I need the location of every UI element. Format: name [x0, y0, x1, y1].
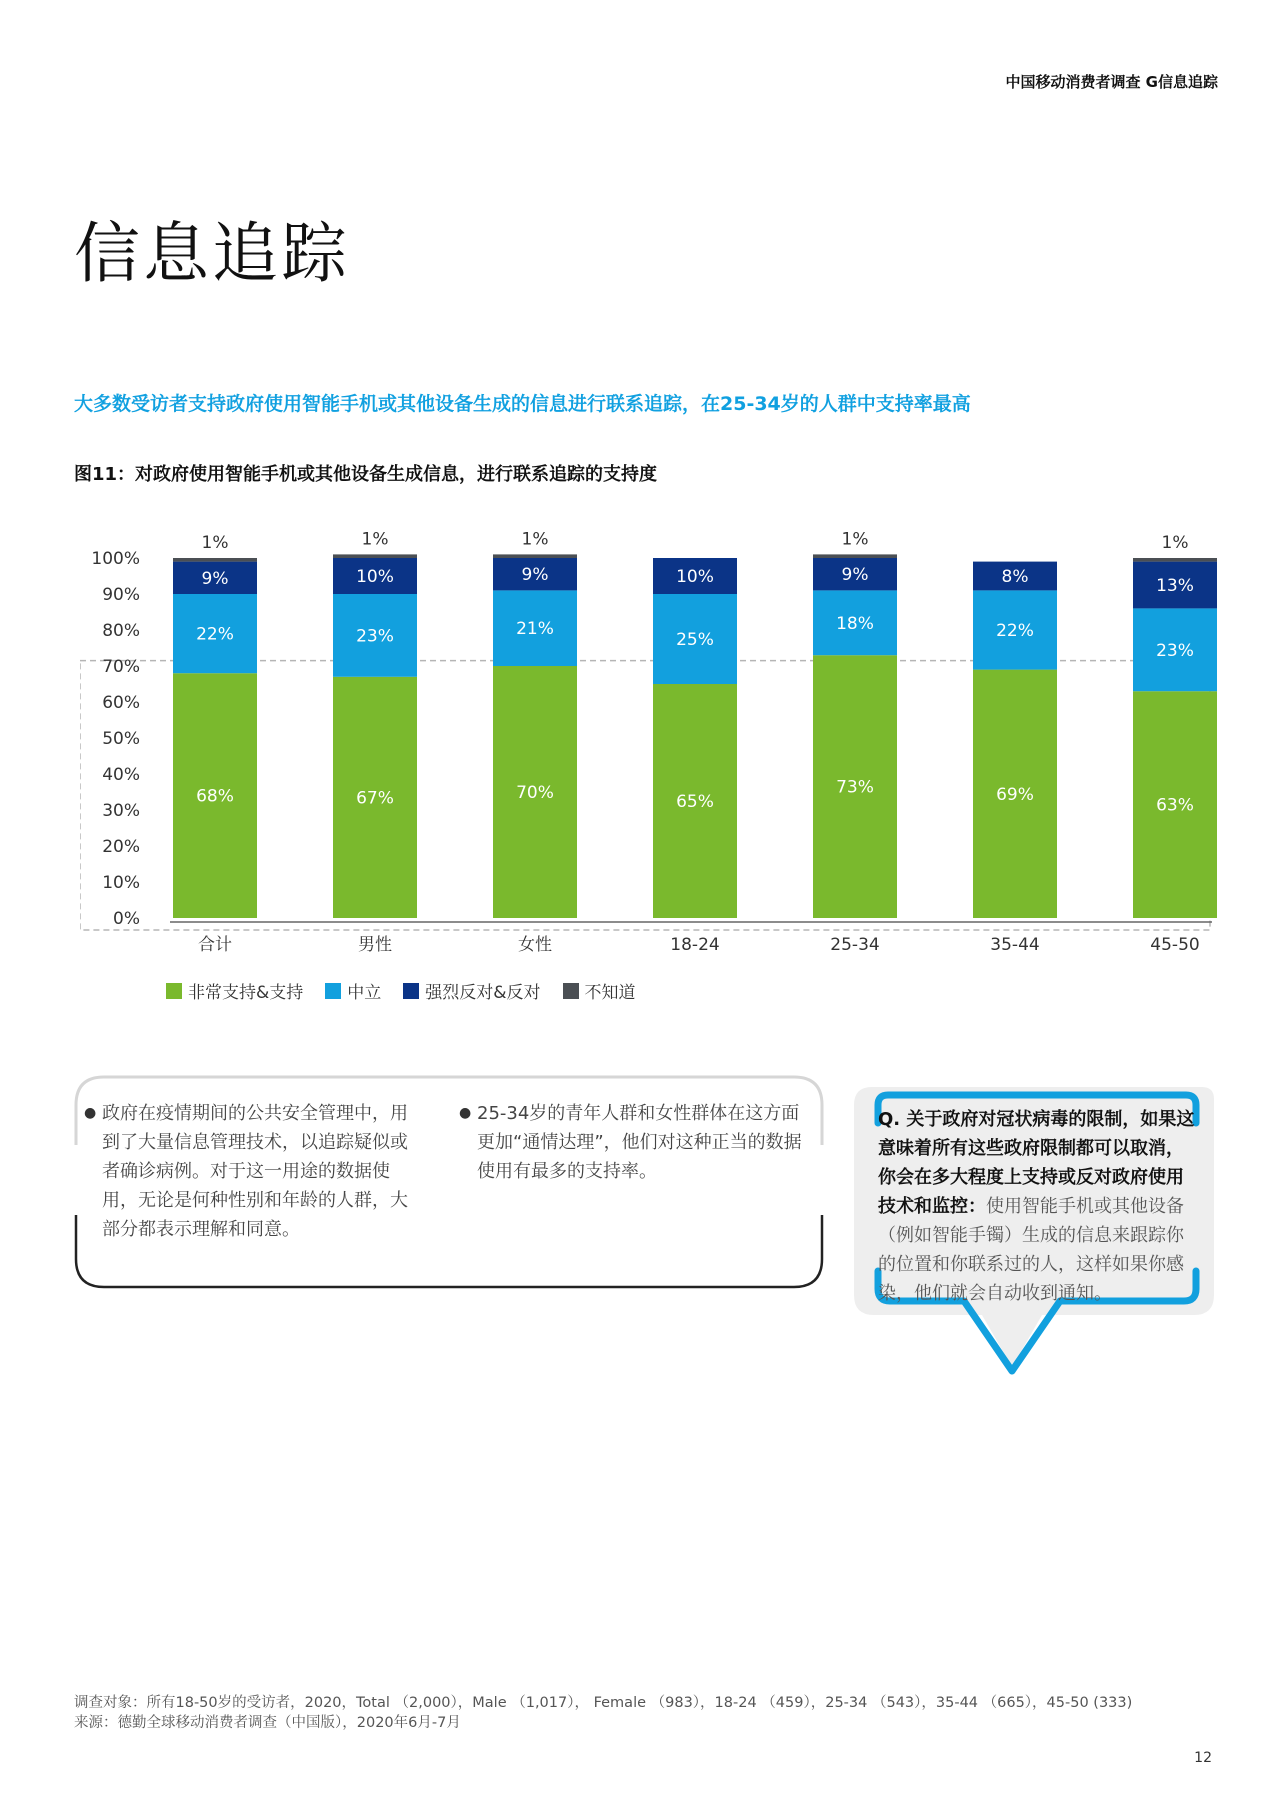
legend-label: 强烈反对&反对 — [425, 983, 541, 1003]
legend-label: 非常支持&支持 — [188, 983, 304, 1003]
x-tick-label: 男性 — [358, 935, 392, 955]
data-label: 18% — [836, 613, 874, 634]
y-tick-label: 100% — [91, 549, 140, 569]
bullet-icon: ● — [459, 1105, 472, 1121]
bar-segment — [493, 554, 577, 558]
footnote — [74, 1693, 1132, 1733]
x-tick-label: 女性 — [518, 935, 552, 955]
note-left — [84, 1099, 424, 1244]
report-header: 中国移动消费者调查 G信息追踪 — [1005, 73, 1218, 91]
survey-question-callout — [852, 1075, 1222, 1385]
legend-label: 中立 — [347, 983, 382, 1003]
y-tick-label: 0% — [113, 909, 140, 929]
note-right — [459, 1099, 804, 1186]
data-label: 73% — [836, 777, 874, 798]
data-label: 1% — [1161, 533, 1189, 553]
question-body: 使用智能手机或其他设备（例如智能手镯）生成的信息来跟踪你的位置和你联系过的人，这样如果你感染，他们就会自动收到通知。 — [878, 1196, 1184, 1304]
data-label: 8% — [1001, 567, 1029, 587]
data-label: 9% — [841, 565, 869, 586]
figure-title: 图11：对政府使用智能手机或其他设备生成信息，进行联系追踪的支持度 — [74, 464, 658, 485]
bar-segment — [333, 554, 417, 558]
stacked-bar-chart — [80, 520, 1220, 970]
y-tick-label: 60% — [102, 693, 140, 713]
legend-label: 不知道 — [584, 983, 636, 1003]
data-label: 23% — [1156, 640, 1194, 661]
x-tick-label: 合计 — [198, 935, 232, 955]
data-label: 67% — [356, 788, 394, 809]
data-label: 69% — [996, 784, 1034, 805]
legend-item — [403, 978, 540, 1003]
bullet-icon: ● — [84, 1105, 97, 1121]
insight-notes — [74, 1075, 824, 1289]
y-tick-label: 70% — [102, 657, 140, 677]
footnote-sample: 调查对象：所有18-50岁的受访者，2020，Total （2,000），Male （1,017）， Female （983），18-24 （459），25-34 （543），35-44 （665），45-50 (333) — [74, 1695, 1133, 1711]
page-number: 12 — [1194, 1750, 1212, 1766]
legend-item — [563, 978, 636, 1003]
note-left-text: 政府在疫情期间的公共安全管理中，用到了大量信息管理技术，以追踪疑似或者确诊病例。对于这一用途的数据使用，无论是何种性别和年龄的人群，大部分都表示理解和同意。 — [102, 1103, 408, 1240]
data-label: 13% — [1156, 576, 1194, 596]
legend-swatch — [166, 983, 182, 999]
y-tick-label: 30% — [102, 801, 140, 821]
footnote-source: 来源：德勤全球移动消费者调查（中国版），2020年6月-7月 — [74, 1715, 461, 1731]
y-tick-label: 50% — [102, 729, 140, 749]
question-text — [878, 1105, 1196, 1308]
data-label: 22% — [996, 621, 1034, 641]
x-tick-label: 45-50 — [1150, 935, 1200, 955]
data-label: 1% — [521, 529, 549, 550]
note-right-text: 25-34岁的青年人群和女性群体在这方面更加“通情达理”，他们对这种正当的数据使用有最多的支持率。 — [477, 1103, 802, 1182]
y-tick-label: 80% — [102, 621, 140, 641]
y-tick-label: 40% — [102, 765, 140, 785]
y-tick-label: 90% — [102, 585, 140, 605]
legend-swatch — [403, 983, 419, 999]
data-label: 9% — [201, 568, 229, 589]
data-label: 1% — [361, 529, 389, 550]
data-label: 10% — [676, 567, 714, 587]
data-label: 23% — [356, 626, 394, 647]
bar-segment — [173, 558, 257, 562]
y-tick-label: 10% — [102, 873, 140, 893]
page-title: 信息追踪 — [74, 215, 350, 292]
data-label: 70% — [516, 783, 554, 803]
question-bold: Q. 关于政府对冠状病毒的限制，如果这意味着所有这些政府限制都可以取消，你会在多大程度上支持或反对政府使用技术和监控： — [878, 1109, 1195, 1217]
y-tick-label: 20% — [102, 837, 140, 857]
chart-legend — [166, 978, 636, 1003]
legend-item — [166, 978, 303, 1003]
data-label: 68% — [196, 786, 234, 807]
data-label: 10% — [356, 567, 394, 587]
bar-segment — [1133, 558, 1217, 562]
data-label: 65% — [676, 792, 714, 812]
legend-swatch — [563, 983, 579, 999]
x-tick-label: 35-44 — [990, 935, 1040, 955]
section-headline: 大多数受访者支持政府使用智能手机或其他设备生成的信息进行联系追踪，在25-34岁的人群中支持率最高 — [74, 393, 971, 415]
bar-segment — [813, 554, 897, 558]
legend-swatch — [325, 983, 341, 999]
data-label: 1% — [201, 533, 229, 553]
data-label: 25% — [676, 630, 714, 650]
data-label: 9% — [521, 565, 549, 586]
x-tick-label: 18-24 — [670, 935, 720, 955]
data-label: 22% — [196, 624, 234, 645]
data-label: 21% — [516, 619, 554, 640]
legend-item — [325, 978, 381, 1003]
x-tick-label: 25-34 — [830, 935, 880, 955]
data-label: 63% — [1156, 795, 1194, 816]
data-label: 1% — [841, 529, 869, 550]
